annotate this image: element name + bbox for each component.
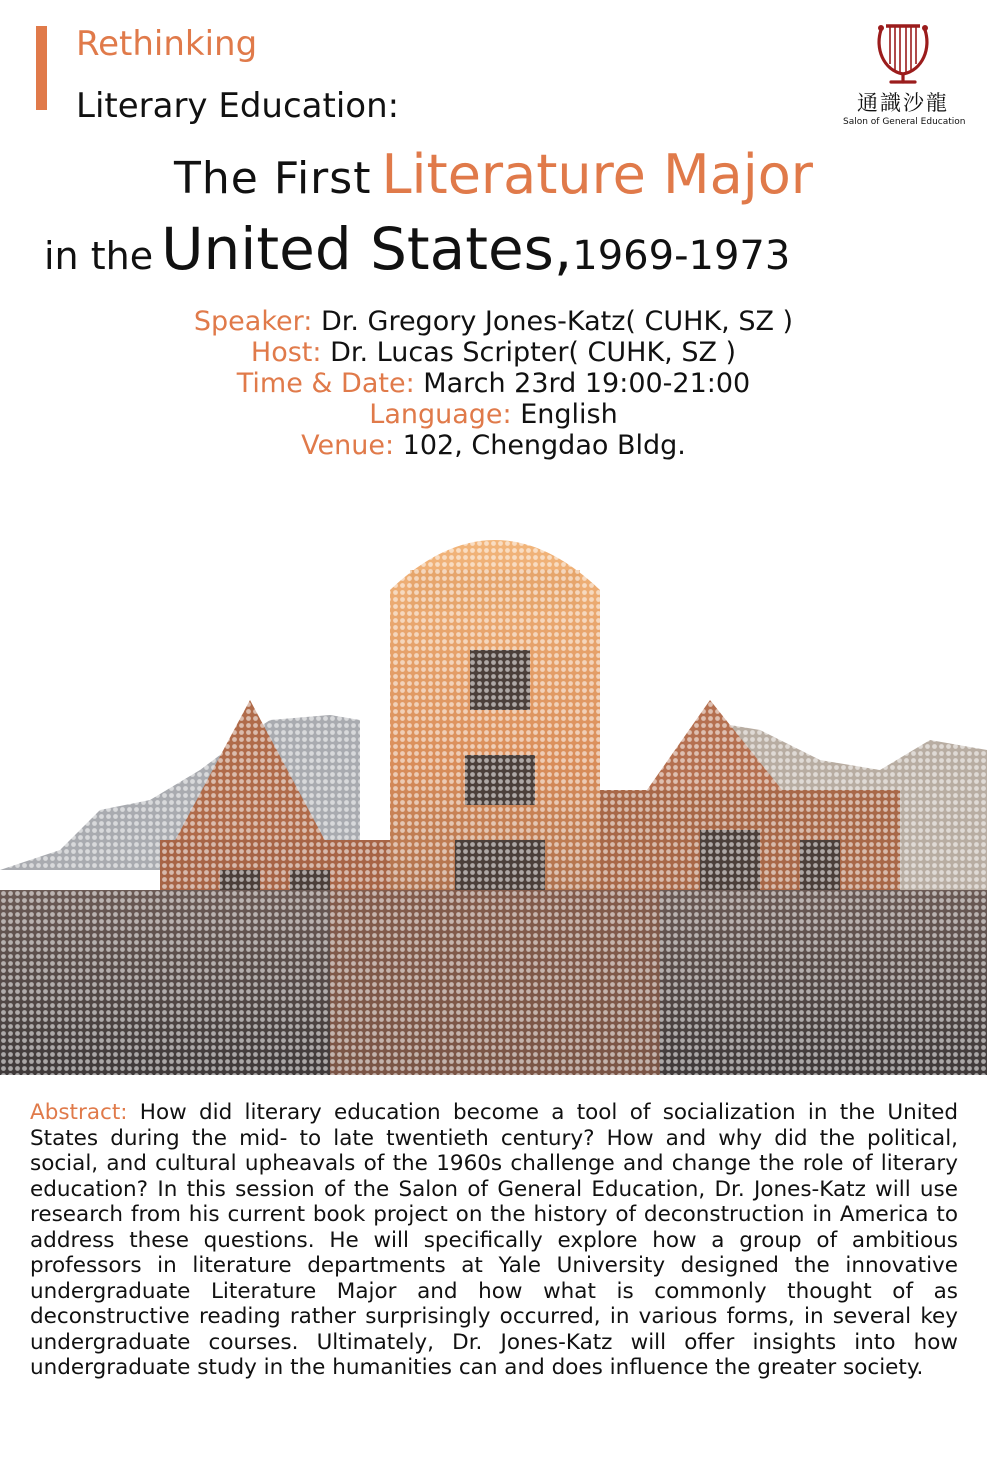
detail-value: Dr. Gregory Jones-Katz( CUHK, SZ ) — [320, 306, 794, 337]
subtitle-text: Literary Education: — [76, 86, 400, 126]
event-details — [0, 306, 987, 461]
title-years: 1969-1973 — [572, 233, 791, 279]
abstract-paragraph — [30, 1100, 958, 1381]
detail-value: English — [520, 399, 618, 430]
detail-host — [0, 337, 987, 368]
title-prefix: The First — [174, 153, 372, 204]
kicker-text: Rethinking — [76, 24, 258, 64]
detail-label: Speaker: — [193, 306, 313, 337]
detail-value: 102, Chengdao Bldg. — [402, 430, 686, 461]
lyre-icon — [873, 18, 933, 88]
logo-name-cn: 通識沙龍 — [857, 91, 949, 115]
building-illustration — [0, 470, 987, 1075]
title-line2-prefix: in the — [44, 234, 154, 278]
detail-time-date — [0, 368, 987, 399]
abstract-label: Abstract: — [30, 1100, 128, 1125]
detail-speaker — [0, 306, 987, 337]
detail-label: Host: — [250, 337, 322, 368]
accent-bar — [36, 26, 47, 110]
detail-value: Dr. Lucas Scripter( CUHK, SZ ) — [330, 337, 737, 368]
title-line-2 — [44, 212, 790, 301]
detail-venue — [0, 430, 987, 461]
detail-language — [0, 399, 987, 430]
detail-label: Time & Date: — [236, 368, 415, 399]
detail-label: Language: — [369, 399, 512, 430]
abstract-text: How did literary education become a tool of socialization in the United States during the mid- to late twentieth century? How and why did the political, social, and cultural upheavals of the 1960s challenge and change the role of literary education? In this session of the Salon of General Education, Dr. Jones-Katz will use research from his current book project on the history of deconstruction in America to address these questions. He will specifically explore how a group of ambitious professors in literature departments at Yale University designed the innovative undergraduate Literature Major and how what is commonly thought of as deconstructive reading rather surprisingly occurred, in various forms, in several key undergraduate courses. Ultimately, Dr. Jones-Katz will offer insights into how undergraduate study in the humanities can and does influence the greater society. — [30, 1100, 958, 1380]
detail-value: March 23rd 19:00-21:00 — [423, 368, 751, 399]
title-highlight: Literature Major — [381, 143, 813, 206]
detail-label: Venue: — [301, 430, 395, 461]
salon-logo — [843, 18, 966, 128]
title-line-1 — [0, 140, 987, 223]
logo-name-en: Salon of General Education — [843, 117, 966, 127]
title-line2-main: United States, — [161, 215, 573, 283]
